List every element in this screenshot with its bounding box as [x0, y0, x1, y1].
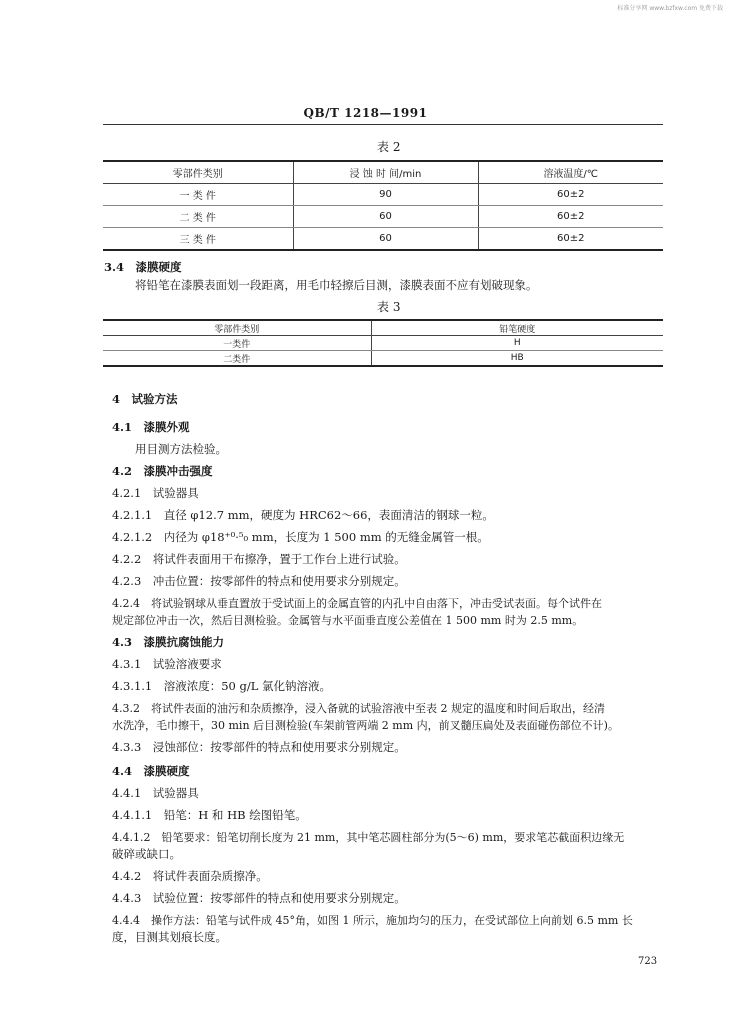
page-number: 723 — [638, 956, 658, 967]
section-4-1-title: 4.1 漆膜外观 — [112, 420, 190, 434]
table-cell: 60 — [293, 206, 478, 228]
table-header-cell: 铅笔硬度 — [371, 320, 663, 336]
paragraph: 4.4.4 操作方法：铅笔与试件成 45°角，如图 1 所示，施加均匀的压力，在受试部位上向前划 6.5 mm 长 — [112, 914, 633, 927]
paragraph: 4.4.1.2 铅笔要求：铅笔切削长度为 21 mm，其中笔芯圆柱部分为(5～6) mm，要求笔芯截面积边缘无 — [112, 831, 625, 844]
paragraph: 4.3.3 浸蚀部位：按零部件的特点和使用要求分别规定。 — [112, 740, 406, 754]
paragraph: 破碎或缺口。 — [112, 847, 181, 861]
table-header-cell: 溶液温度/℃ — [478, 161, 663, 184]
table-3 — [103, 319, 663, 367]
table-cell: 60±2 — [478, 206, 663, 228]
table-header-row — [103, 320, 663, 336]
table-cell: HB — [371, 351, 663, 367]
section-3-4-title: 3.4 漆膜硬度 — [104, 260, 182, 274]
table-row — [103, 228, 663, 251]
table-2 — [103, 160, 663, 251]
section-4-title: 4 试验方法 — [112, 392, 178, 406]
header-rule — [103, 124, 663, 125]
table-cell: 90 — [293, 184, 478, 206]
section-4-2-title: 4.2 漆膜冲击强度 — [112, 464, 213, 478]
section-4-4-title: 4.4 漆膜硬度 — [112, 764, 190, 778]
table-row — [103, 206, 663, 228]
table3-caption: 表 3 — [377, 300, 401, 314]
paragraph: 4.3.1.1 溶液浓度：50 g/L 氯化钠溶液。 — [112, 679, 332, 693]
paragraph: 4.4.1 试验器具 — [112, 786, 199, 800]
paragraph: 4.3.1 试验溶液要求 — [112, 657, 222, 671]
table-cell: 60±2 — [478, 184, 663, 206]
paragraph: 4.2.1.2 内径为 φ18⁺⁰·⁵₀ mm，长度为 1 500 mm 的无缝金属管一根。 — [112, 530, 489, 544]
table2-caption: 表 2 — [377, 140, 401, 154]
table-cell: 一类件 — [103, 336, 371, 351]
paragraph: 度，目测其划痕长度。 — [112, 930, 227, 944]
section-4-3-title: 4.3 漆膜抗腐蚀能力 — [112, 635, 225, 649]
table-row — [103, 351, 663, 367]
table-cell: 三 类 件 — [103, 228, 293, 251]
document-header: QB/T 1218—1991 — [303, 106, 428, 120]
table-cell: 二类件 — [103, 351, 371, 367]
paragraph: 4.3.2 将试件表面的油污和杂质擦净，浸入备就的试验溶液中至表 2 规定的温度和时间后取出，经清 — [112, 702, 605, 715]
paragraph: 4.4.2 将试件表面杂质擦净。 — [112, 869, 268, 883]
table-header-row — [103, 161, 663, 184]
table-cell: 一 类 件 — [103, 184, 293, 206]
table-cell: H — [371, 336, 663, 351]
paragraph: 水洗净，毛巾擦干，30 min 后目测检验(车架前管两端 2 mm 内，前叉髓压扁处及表面碰伤部位不计)。 — [112, 719, 619, 732]
paragraph: 规定部位冲击一次，然后目测检验。金属管与水平面垂直度公差值在 1 500 mm 时为 2.5 mm。 — [112, 614, 584, 627]
paragraph: 4.2.1.1 直径 φ12.7 mm，硬度为 HRC62～66，表面清洁的钢球一粒。 — [112, 508, 494, 522]
table-cell: 60±2 — [478, 228, 663, 251]
table-cell: 60 — [293, 228, 478, 251]
paragraph: 4.2.1 试验器具 — [112, 486, 199, 500]
paragraph: 4.4.3 试验位置：按零部件的特点和使用要求分别规定。 — [112, 891, 406, 905]
table-header-cell: 零部件类别 — [103, 161, 293, 184]
paragraph: 用目测方法检验。 — [135, 442, 227, 456]
table-cell: 二 类 件 — [103, 206, 293, 228]
paragraph: 4.4.1.1 铅笔：H 和 HB 绘图铅笔。 — [112, 808, 307, 822]
table-header-cell: 浸 蚀 时 间/min — [293, 161, 478, 184]
table-row — [103, 336, 663, 351]
table-header-cell: 零部件类别 — [103, 320, 371, 336]
section-3-4-text: 将铅笔在漆膜表面划一段距离，用毛巾轻擦后目测，漆膜表面不应有划破现象。 — [135, 278, 538, 292]
paragraph: 4.2.4 将试验钢球从垂直置放于受试面上的金属直管的内孔中自由落下，冲击受试表面。每个试件在 — [112, 597, 602, 610]
table-row — [103, 184, 663, 206]
paragraph: 4.2.3 冲击位置：按零部件的特点和使用要求分别规定。 — [112, 574, 406, 588]
paragraph: 4.2.2 将试件表面用干布擦净，置于工作台上进行试验。 — [112, 552, 406, 566]
watermark: 标准分享网 www.bzfxw.com 免费下载 — [617, 5, 723, 12]
